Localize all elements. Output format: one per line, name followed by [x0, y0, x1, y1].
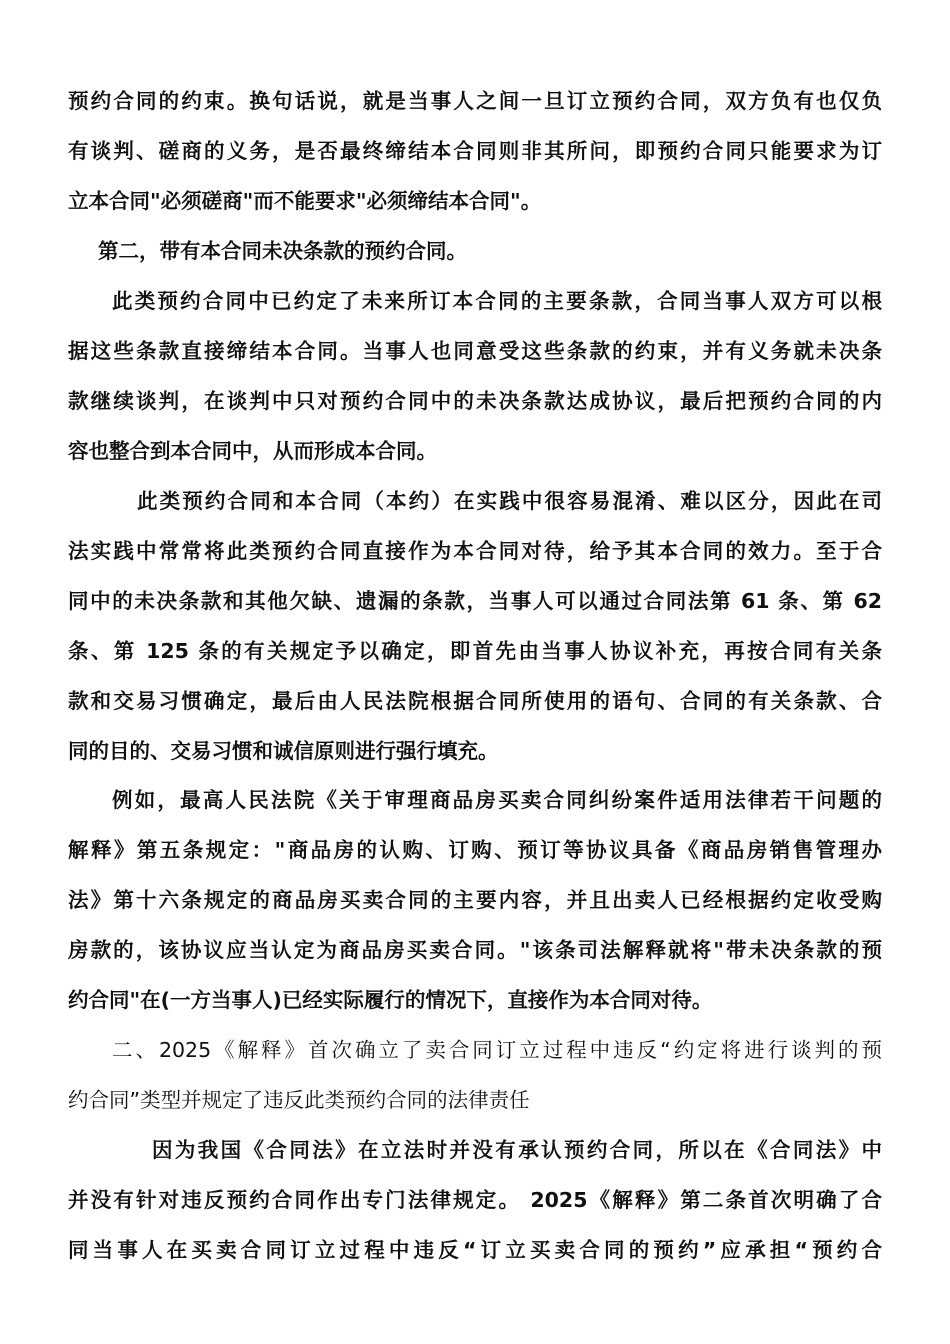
section-heading: 第二，带有本合同未决条款的预约合同。 [98, 239, 467, 263]
paragraph-line: 法》第十六条规定的商品房买卖合同的主要内容，并且出卖人已经根据约定收受购 [68, 888, 882, 912]
paragraph-line: 并没有针对违反预约合同作出专门法律规定。 2025《解释》第二条首次明确了合 [68, 1188, 882, 1212]
paragraph-line: 有谈判、磋商的义务，是否最终缔结本合同则非其所问，即预约合同只能要求为订 [68, 139, 882, 163]
paragraph-line: 例如，最高人民法院《关于审理商品房买卖合同纠纷案件适用法律若干问题的 [112, 788, 882, 812]
section-heading-cont: 约合同”类型并规定了违反此类预约合同的法律责任 [68, 1088, 530, 1112]
paragraph-line: 容也整合到本合同中，从而形成本合同。 [68, 439, 437, 463]
paragraph-line: 房款的，该协议应当认定为商品房买卖合同。"该条司法解释就将"带未决条款的预 [68, 938, 882, 962]
paragraph-line: 立本合同"必须磋商"而不能要求"必须缔结本合同"。 [68, 189, 542, 213]
paragraph-line: 解释》第五条规定："商品房的认购、订购、预订等协议具备《商品房销售管理办 [68, 838, 882, 862]
paragraph-line: 款和交易习惯确定，最后由人民法院根据合同所使用的语句、合同的有关条款、合 [68, 689, 882, 713]
section-heading: 二、2025《解释》首次确立了卖合同订立过程中违反“约定将进行谈判的预 [112, 1038, 882, 1062]
paragraph-line: 同当事人在买卖合同订立过程中违反“订立买卖合同的预约”应承担“预约合 [68, 1238, 882, 1262]
paragraph-line: 此类预约合同中已约定了未来所订本合同的主要条款，合同当事人双方可以根 [112, 289, 882, 313]
paragraph-line: 据这些条款直接缔结本合同。当事人也同意受这些条款的约束，并有义务就未决条 [68, 339, 882, 363]
paragraph-line: 因为我国《合同法》在立法时并没有承认预约合同，所以在《合同法》中 [152, 1138, 882, 1162]
paragraph-line: 条、第 125 条的有关规定予以确定，即首先由当事人协议补充，再按合同有关条 [68, 639, 882, 663]
paragraph-line: 同中的未决条款和其他欠缺、遗漏的条款，当事人可以通过合同法第 61 条、第 62 [68, 589, 882, 613]
paragraph-line: 约合同"在(一方当事人)已经实际履行的情况下，直接作为本合同对待。 [68, 988, 713, 1012]
paragraph-line: 法实践中常常将此类预约合同直接作为本合同对待，给予其本合同的效力。至于合 [68, 539, 882, 563]
paragraph-line: 同的目的、交易习惯和诚信原则进行强行填充。 [68, 739, 499, 763]
paragraph-line: 此类预约合同和本合同（本约）在实践中很容易混淆、难以区分，因此在司 [137, 489, 882, 513]
paragraph-line: 款继续谈判，在谈判中只对预约合同中的未决条款达成协议，最后把预约合同的内 [68, 389, 882, 413]
paragraph-line: 预约合同的约束。换句话说，就是当事人之间一旦订立预约合同，双方负有也仅负 [68, 89, 882, 113]
